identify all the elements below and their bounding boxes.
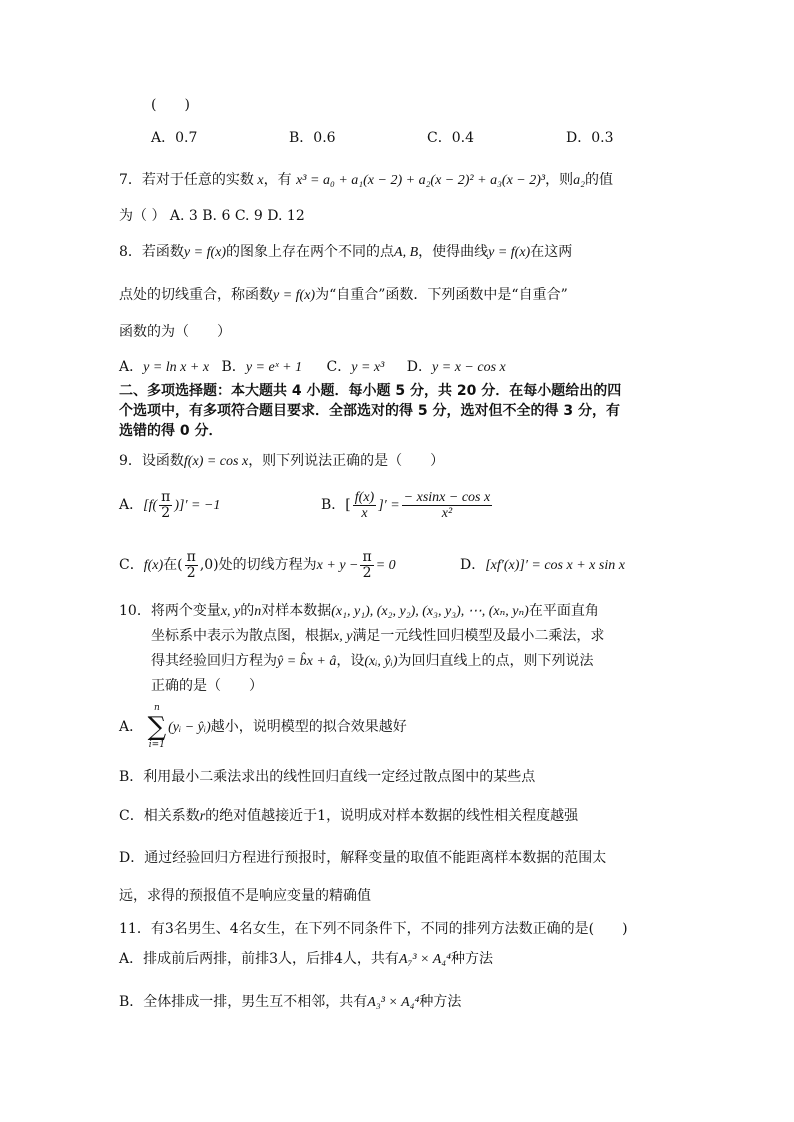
- q10-stem-line2: 坐标系中表示为散点图，根据x, y满足一元线性回归模型及最小二乘法，求: [151, 628, 605, 644]
- q6-option-a: A．0.7: [151, 130, 198, 146]
- q7-stem-line2: 为（ ） A. 3 B. 6 C. 9 D. 12: [119, 208, 305, 224]
- q6-option-c: C．0.4: [427, 130, 474, 146]
- section2-heading-line3: 选错的得 0 分．: [119, 423, 223, 439]
- q10-option-b: B．利用最小二乘法求出的线性回归直线一定经过散点图中的某些点: [119, 769, 536, 785]
- q9-option-c: C．f(x)在( $\frac{\pi}{2}$ ,0)处的切线方程为x + y − $\frac{\pi}{2}$ = 0: [119, 548, 396, 581]
- q7-stem-line1: 7．若对于任意的实数 x，有 x³ = a₀ + a₁(x − 2) + a₂(x − 2)² + a₃(x − 2)³，则a₂的值: [119, 172, 613, 188]
- q8-stem-line2: 点处的切线重合，称函数y = f(x)为“自重合”函数．下列函数中是“自重合”: [119, 287, 568, 303]
- q10-stem-line3: 得其经验回归方程为ŷ = b̂x + â，设(xᵢ, ŷᵢ)为回归直线上的点，则下列说法: [151, 653, 594, 669]
- q6-answer-paren: ( ): [151, 97, 190, 113]
- q10-stem-line1: 10．将两个变量x, y的n对样本数据(x₁, y₁), (x₂, y₂), (x₃, y₃), ⋯, (xₙ, yₙ)在平面直角: [119, 603, 599, 619]
- q9-option-d: D．[xf′(x)]′ = cos x + x sin x: [460, 557, 625, 573]
- q7-formula: x³ = a₀ + a₁(x − 2) + a₂(x − 2)² + a₃(x − 2)³: [296, 173, 546, 188]
- section2-heading-line1: 二、多项选择题：本大题共 4 小题．每小题 5 分，共 20 分．在每小题给出的四: [119, 383, 622, 399]
- q10-option-d-line1: D．通过经验回归方程进行预报时，解释变量的取值不能距离样本数据的范围太: [119, 850, 607, 866]
- q9-stem: 9．设函数f(x) = cos x，则下列说法正确的是（ ）: [119, 453, 445, 469]
- q9-option-a: A．[f( $\frac{\pi}{2}$ )]′ = −1: [119, 488, 221, 521]
- q11-option-b: B．全体排成一排，男生互不相邻，共有A₃³ × A₄⁴种方法: [119, 994, 462, 1010]
- q8-stem-line3: 函数的为（ ）: [119, 324, 231, 340]
- q8-stem-line1: 8．若函数y = f(x)的图象上存在两个不同的点A, B，使得曲线y = f(x)在这两: [119, 244, 573, 260]
- q10-option-a: A． n ∑ i=1 (yᵢ − ŷᵢ)越小，说明模型的拟合效果越好: [119, 703, 407, 750]
- q11-stem: 11．有3名男生、4名女生，在下列不同条件下，不同的排列方法数正确的是( ): [119, 921, 628, 937]
- summation-symbol: n ∑ i=1: [147, 703, 167, 750]
- q9-option-b: B．[ $\frac{f(x)}{x}$ ]′ = $\frac{\text{− xsinx − cos x}}{\text{x²}}$: [321, 489, 491, 521]
- q10-option-d-line2: 远，求得的预报值不是响应变量的精确值: [119, 888, 371, 904]
- q11-option-a: A．排成前后两排，前排3人，后排4人，共有A₇³ × A₄⁴种方法: [119, 951, 494, 967]
- q10-stem-line4: 正确的是（ ）: [151, 678, 263, 694]
- q6-option-b: B．0.6: [289, 130, 336, 146]
- q6-option-d: D．0.3: [566, 130, 614, 146]
- section2-heading-line2: 个选项中，有多项符合题目要求．全部选对的得 5 分，选对但不全的得 3 分，有: [119, 403, 620, 419]
- q10-option-c: C．相关系数r的绝对值越接近于1，说明成对样本数据的线性相关程度越强: [119, 808, 579, 824]
- q8-options: A．y = ln x + x B．y = eˣ + 1 C．y = x³ D．y = x − cos x: [119, 359, 506, 375]
